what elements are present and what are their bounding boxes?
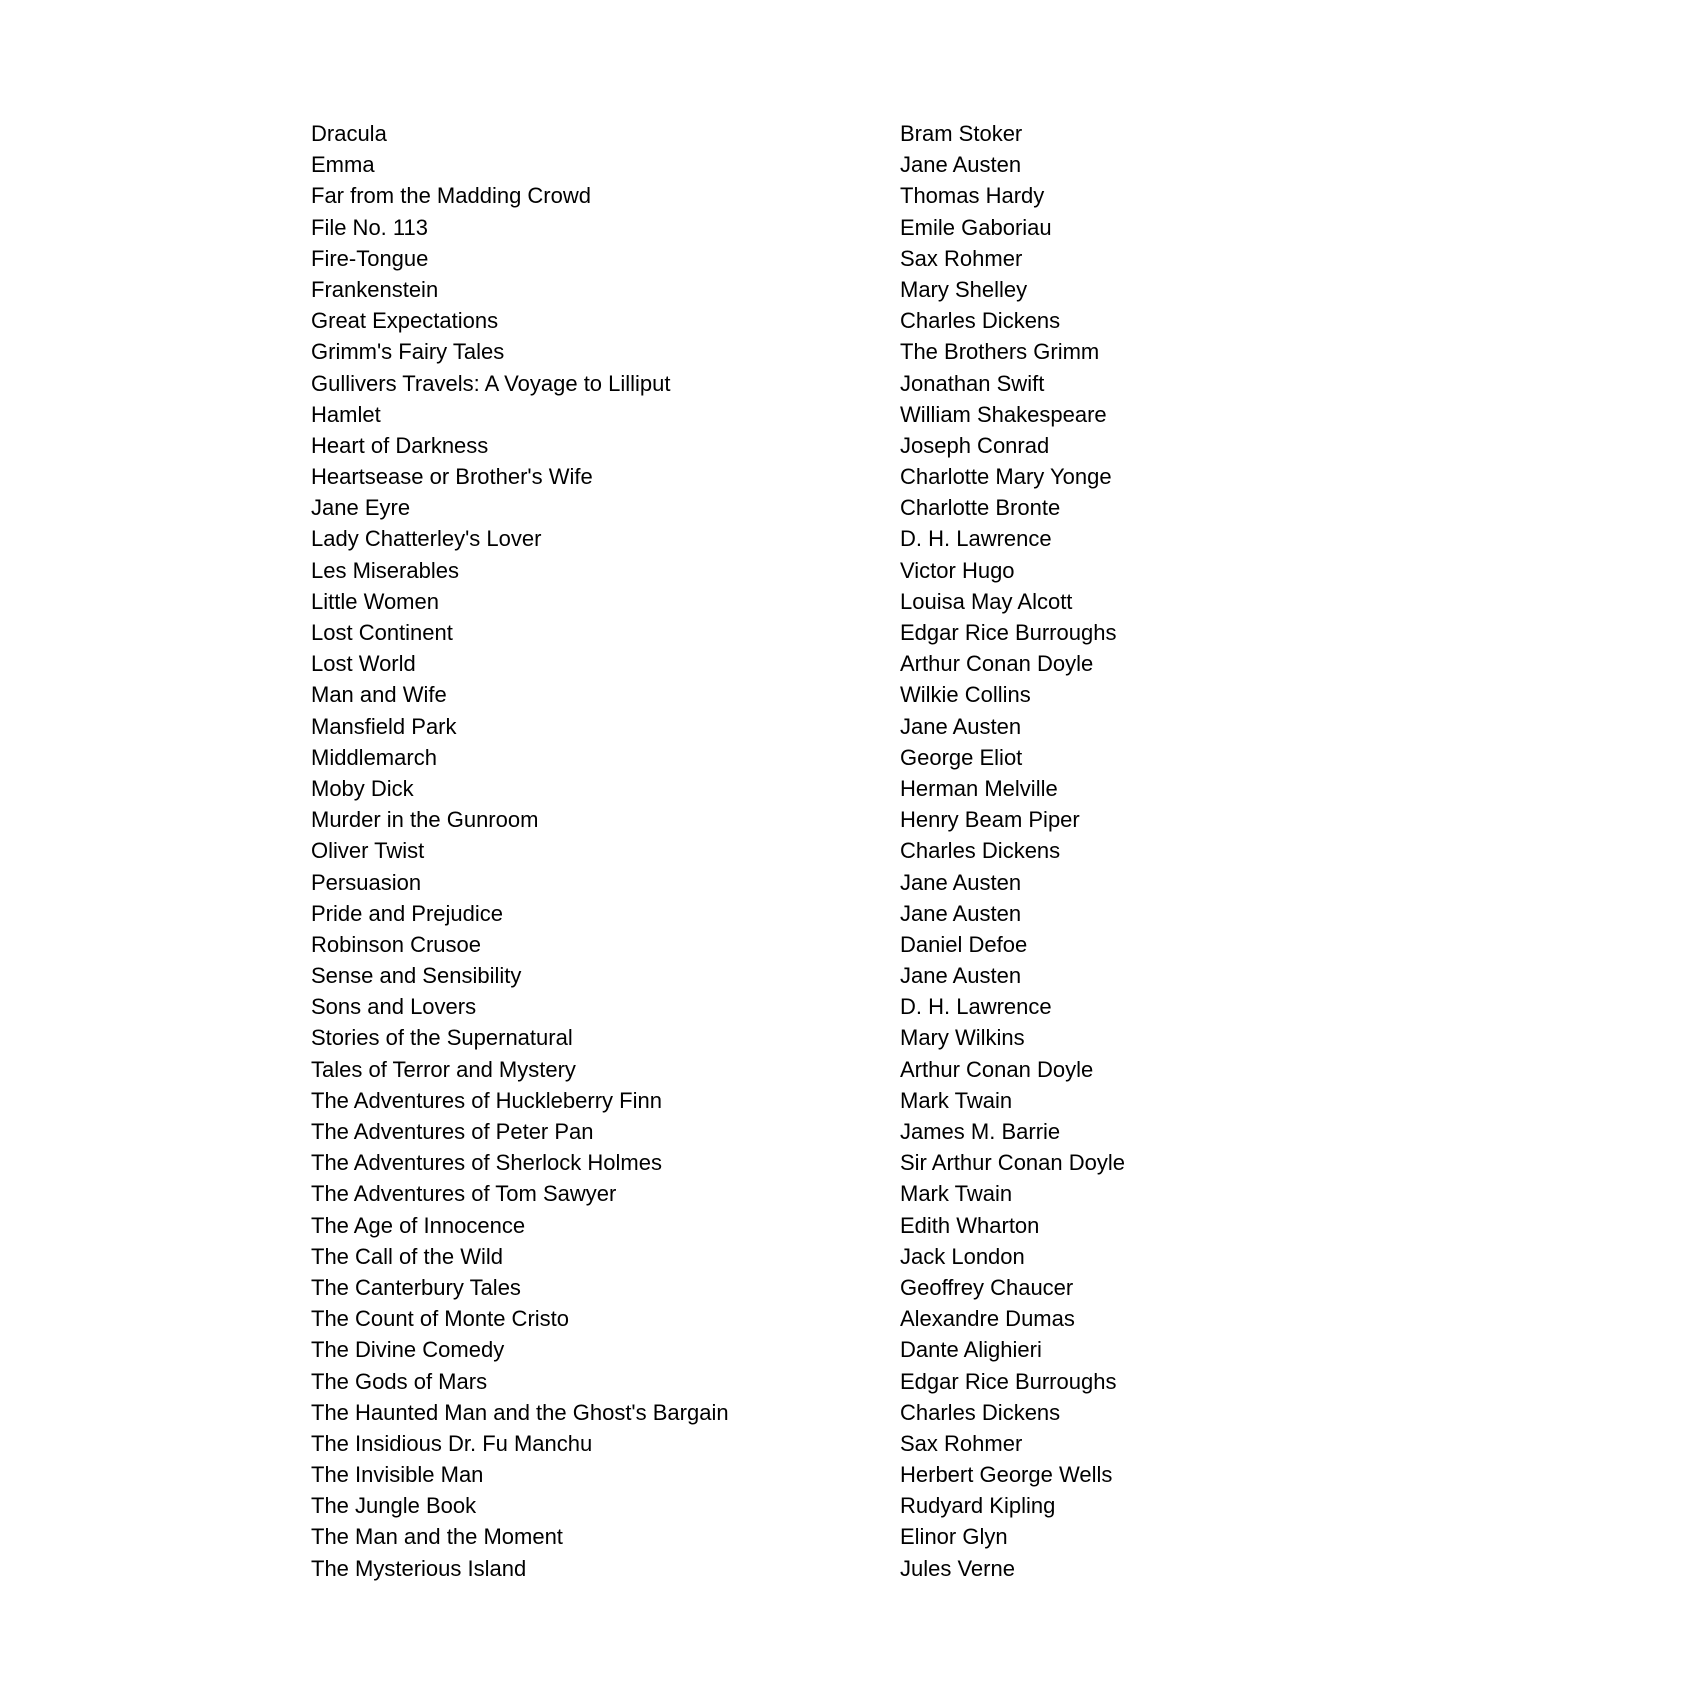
book-title: Lost World: [311, 651, 416, 677]
book-author: Bram Stoker: [900, 121, 1023, 146]
book-row: [311, 461, 1311, 492]
book-author: Alexandre Dumas: [900, 1306, 1075, 1332]
book-author: Charles Dickens: [900, 1399, 1061, 1425]
book-row: [311, 1553, 1311, 1584]
book-row: [311, 399, 1311, 430]
book-row: [311, 648, 1311, 679]
book-title: Pride and Prejudice: [311, 900, 504, 926]
book-author: Edgar Rice Burroughs: [900, 1368, 1117, 1394]
book-author: Jane Austen: [900, 900, 1022, 926]
book-row: [311, 1428, 1311, 1459]
book-author: Edgar Rice Burroughs: [900, 620, 1117, 645]
book-row: [311, 274, 1311, 305]
book-author: Geoffrey Chaucer: [900, 1274, 1074, 1300]
book-author: Elinor Glyn: [900, 1524, 1008, 1550]
book-row: [311, 1272, 1311, 1303]
book-author: Jack London: [900, 1243, 1025, 1269]
book-title: Man and Wife: [311, 682, 447, 708]
book-title: Fire-Tongue: [311, 245, 429, 271]
book-author: Sax Rohmer: [900, 1430, 1023, 1456]
book-author: Charles Dickens: [900, 838, 1061, 864]
book-row: [311, 867, 1311, 898]
book-title: Frankenstein: [311, 276, 439, 302]
book-row: [311, 149, 1311, 180]
book-title: Tales of Terror and Mystery: [311, 1056, 576, 1082]
book-title: The Canterbury Tales: [311, 1274, 521, 1300]
book-row: [311, 1178, 1311, 1209]
book-row: [311, 711, 1311, 742]
book-title: Far from the Madding Crowd: [311, 183, 591, 209]
book-row: [311, 960, 1311, 991]
book-row: [311, 835, 1311, 866]
book-title: Middlemarch: [311, 744, 437, 770]
book-author: Wilkie Collins: [900, 682, 1031, 708]
book-row: [311, 430, 1311, 461]
book-title: Les Miserables: [311, 557, 459, 583]
book-title: Lady Chatterley's Lover: [311, 526, 542, 552]
book-title: Murder in the Gunroom: [311, 807, 539, 833]
book-title: Gullivers Travels: A Voyage to Lilliput: [311, 370, 671, 396]
book-author: Mary Wilkins: [900, 1025, 1025, 1051]
book-author: Arthur Conan Doyle: [900, 651, 1094, 677]
book-row: [311, 1459, 1311, 1490]
book-author: James M. Barrie: [900, 1119, 1061, 1144]
book-author: Mark Twain: [900, 1087, 1013, 1113]
book-row: [311, 368, 1311, 399]
book-author: Charlotte Bronte: [900, 495, 1061, 521]
book-row: [311, 243, 1311, 274]
book-title: The Divine Comedy: [311, 1337, 505, 1363]
book-title: The Adventures of Huckleberry Finn: [311, 1087, 662, 1113]
book-row: [311, 1210, 1311, 1241]
book-title: Robinson Crusoe: [311, 931, 481, 957]
book-author: Sir Arthur Conan Doyle: [900, 1150, 1125, 1176]
book-author: Joseph Conrad: [900, 432, 1050, 458]
book-title: Oliver Twist: [311, 838, 425, 864]
book-title: The Gods of Mars: [311, 1368, 488, 1394]
book-title: Persuasion: [311, 869, 422, 895]
book-title: The Invisible Man: [311, 1462, 484, 1488]
book-row: [311, 212, 1311, 243]
book-title: Hamlet: [311, 401, 381, 427]
book-row: [311, 1303, 1311, 1334]
book-author: Dante Alighieri: [900, 1337, 1042, 1363]
book-title: The Jungle Book: [311, 1493, 477, 1519]
book-author: Louisa May Alcott: [900, 588, 1073, 614]
book-row: [311, 1241, 1311, 1272]
book-title: Great Expectations: [311, 308, 499, 334]
book-author: Herman Melville: [900, 775, 1058, 801]
book-title: Mansfield Park: [311, 713, 457, 739]
book-row: [311, 898, 1311, 929]
book-author: Victor Hugo: [900, 557, 1015, 583]
book-title: File No. 113: [311, 214, 428, 240]
book-author: Mark Twain: [900, 1181, 1013, 1207]
book-title: The Mysterious Island: [311, 1555, 527, 1581]
book-author: Emile Gaboriau: [900, 214, 1052, 240]
book-list: [311, 118, 1311, 1584]
book-title: Grimm's Fairy Tales: [311, 339, 505, 365]
book-author: Daniel Defoe: [900, 931, 1028, 957]
book-author: Jane Austen: [900, 869, 1022, 895]
book-title: The Call of the Wild: [311, 1243, 503, 1269]
book-author: Edith Wharton: [900, 1212, 1040, 1238]
book-author: Charles Dickens: [900, 308, 1061, 334]
book-row: [311, 523, 1311, 554]
book-title: Moby Dick: [311, 775, 414, 801]
book-title: Stories of the Supernatural: [311, 1025, 573, 1051]
book-author: Sax Rohmer: [900, 245, 1023, 271]
book-row: [311, 555, 1311, 586]
book-title: The Age of Innocence: [311, 1212, 526, 1238]
book-author: Jane Austen: [900, 963, 1022, 989]
book-author: Charlotte Mary Yonge: [900, 464, 1112, 490]
book-author: Jane Austen: [900, 152, 1022, 178]
book-title: Little Women: [311, 588, 439, 614]
book-row: [311, 586, 1311, 617]
book-author: Jonathan Swift: [900, 370, 1045, 396]
book-author: The Brothers Grimm: [900, 339, 1100, 365]
book-title: Lost Continent: [311, 620, 453, 645]
book-row: [311, 1085, 1311, 1116]
book-author: Henry Beam Piper: [900, 807, 1080, 833]
book-row: [311, 991, 1311, 1022]
book-title: Sense and Sensibility: [311, 963, 522, 989]
book-row: [311, 679, 1311, 710]
book-title: Heart of Darkness: [311, 432, 489, 458]
book-title: The Haunted Man and the Ghost's Bargain: [311, 1399, 729, 1425]
book-row: [311, 1366, 1311, 1397]
book-title: Heartsease or Brother's Wife: [311, 464, 593, 490]
book-author: George Eliot: [900, 744, 1023, 770]
book-author: Thomas Hardy: [900, 183, 1045, 209]
book-author: Rudyard Kipling: [900, 1493, 1056, 1519]
book-title: The Adventures of Sherlock Holmes: [311, 1150, 662, 1176]
book-row: [311, 118, 1311, 149]
book-title: Dracula: [311, 121, 387, 146]
book-row: [311, 1397, 1311, 1428]
book-title: Emma: [311, 152, 375, 178]
book-author: Herbert George Wells: [900, 1462, 1113, 1488]
book-row: [311, 1054, 1311, 1085]
book-title: The Insidious Dr. Fu Manchu: [311, 1430, 593, 1456]
book-author: Jules Verne: [900, 1555, 1015, 1581]
book-title: Jane Eyre: [311, 495, 411, 521]
book-title: The Man and the Moment: [311, 1524, 563, 1550]
book-author: D. H. Lawrence: [900, 994, 1052, 1020]
book-row: [311, 1022, 1311, 1053]
book-row: [311, 617, 1311, 648]
book-row: [311, 305, 1311, 336]
book-title: The Adventures of Peter Pan: [311, 1119, 594, 1144]
book-author: D. H. Lawrence: [900, 526, 1052, 552]
book-row: [311, 1116, 1311, 1147]
book-row: [311, 336, 1311, 367]
book-row: [311, 1490, 1311, 1521]
book-row: [311, 492, 1311, 523]
book-title: The Count of Monte Cristo: [311, 1306, 570, 1332]
book-row: [311, 742, 1311, 773]
book-author: Jane Austen: [900, 713, 1022, 739]
book-row: [311, 180, 1311, 211]
book-row: [311, 929, 1311, 960]
book-author: Arthur Conan Doyle: [900, 1056, 1094, 1082]
book-row: [311, 804, 1311, 835]
book-author: Mary Shelley: [900, 276, 1028, 302]
book-row: [311, 1521, 1311, 1552]
book-author: William Shakespeare: [900, 401, 1107, 427]
book-row: [311, 773, 1311, 804]
book-row: [311, 1147, 1311, 1178]
book-title: Sons and Lovers: [311, 994, 477, 1020]
book-title: The Adventures of Tom Sawyer: [311, 1181, 617, 1207]
book-row: [311, 1334, 1311, 1365]
